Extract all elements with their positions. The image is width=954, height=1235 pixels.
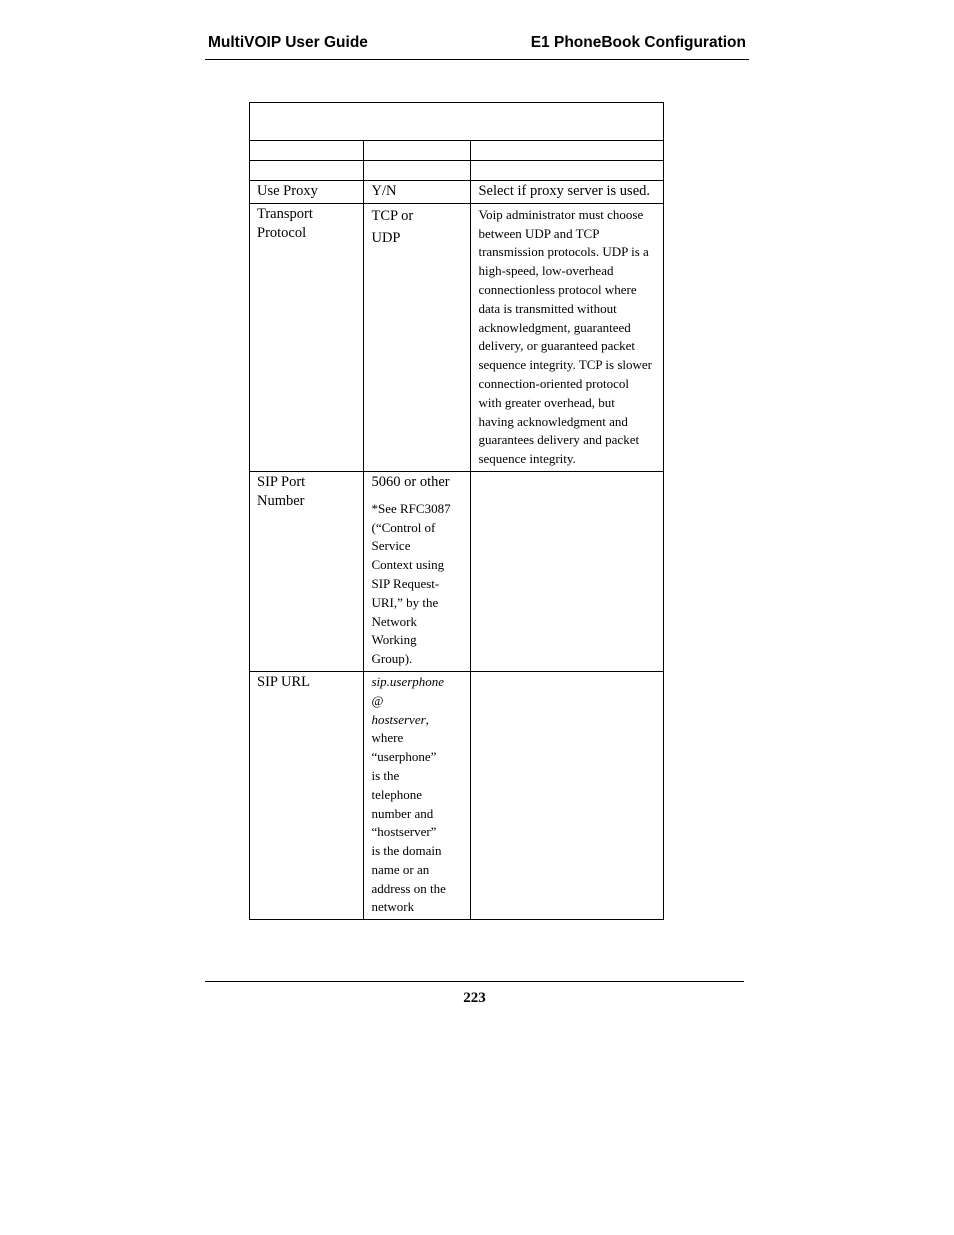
description-line: guarantees delivery and packet <box>478 432 640 448</box>
value-line <box>371 711 463 730</box>
value-note-line: Group). <box>371 651 413 667</box>
value-line <box>371 673 463 692</box>
blank-cell <box>364 161 471 181</box>
field-values <box>364 671 471 919</box>
description-line: with greater overhead, but <box>478 394 615 410</box>
parameter-table <box>249 102 664 920</box>
header-cell-values <box>364 141 471 161</box>
value-line: TCP or <box>371 207 414 224</box>
field-name <box>250 471 364 671</box>
description-line: having acknowledgment and <box>478 413 628 429</box>
field-description <box>471 671 664 919</box>
description-line: data is transmitted without <box>478 300 617 316</box>
value-line: address on the <box>371 880 446 896</box>
field-values: Y/N <box>364 181 471 204</box>
description-line: Voip administrator must choose <box>478 206 644 222</box>
table-row <box>250 471 664 671</box>
description-line: sequence integrity. TCP is slower <box>478 357 653 373</box>
value-line: 5060 or other <box>371 473 450 490</box>
description-line: between UDP and TCP <box>478 225 600 241</box>
table-row <box>250 203 664 471</box>
description-line: transmission protocols. UDP is a <box>478 244 649 260</box>
value-note-line: Network <box>371 613 417 629</box>
field-name <box>250 203 364 471</box>
table-blank-row <box>250 161 664 181</box>
blank-cell <box>250 161 364 181</box>
section-title: E1 PhoneBook Configuration <box>530 34 746 51</box>
field-values <box>364 471 471 671</box>
description-line: high-speed, low-overhead <box>478 263 614 279</box>
table-title-row <box>250 103 664 141</box>
header-cell-description <box>471 141 664 161</box>
value-line: is the <box>371 767 400 783</box>
field-values <box>364 203 471 471</box>
value-line: where <box>371 730 404 746</box>
value-line: “hostserver” <box>371 824 437 840</box>
description-line: acknowledgment, guaranteed <box>478 319 631 335</box>
value-line: is the domain <box>371 843 442 859</box>
page-number: 223 <box>463 990 486 1006</box>
table-row <box>250 181 664 204</box>
field-name: Use Proxy <box>250 181 364 204</box>
header-cell-field <box>250 141 364 161</box>
table-title-cell <box>250 103 664 141</box>
value-note-line: SIP Request- <box>371 575 440 591</box>
value-comma: , <box>425 711 429 727</box>
description-line: sequence integrity. <box>478 451 576 467</box>
value-line: number and <box>371 805 434 821</box>
field-name-line: Transport <box>257 205 313 222</box>
value-note-line: URI,” by the <box>371 594 439 610</box>
value-line: @ <box>371 692 384 708</box>
value-note-line: Context using <box>371 557 445 573</box>
guide-title: MultiVOIP User Guide <box>208 34 368 51</box>
value-note-line: Service <box>371 538 411 554</box>
field-description <box>471 203 664 471</box>
description-line: connectionless protocol where <box>478 281 637 297</box>
value-line: network <box>371 899 415 915</box>
description-line: connection-oriented protocol <box>478 375 629 391</box>
field-name: SIP URL <box>250 671 364 919</box>
value-line: telephone <box>371 786 423 802</box>
description-line: delivery, or guaranteed packet <box>478 338 635 354</box>
field-name-line: SIP Port <box>257 473 306 490</box>
value-line: name or an <box>371 861 430 877</box>
field-description <box>471 471 664 671</box>
field-name-line: Number <box>257 492 305 509</box>
table-header-row <box>250 141 664 161</box>
value-note-line: *See RFC3087 <box>371 500 451 516</box>
value-line: “userphone” <box>371 749 437 765</box>
table-row <box>250 671 664 919</box>
field-description: Select if proxy server is used. <box>471 181 664 204</box>
value-line: UDP <box>371 229 401 246</box>
field-name-line: Protocol <box>257 224 307 241</box>
page-header <box>205 32 749 60</box>
value-italic: sip.userphone <box>371 673 445 689</box>
value-italic: hostserver <box>371 711 426 727</box>
blank-cell <box>471 161 664 181</box>
value-note-line: (“Control of <box>371 519 436 535</box>
value-note-line: Working <box>371 632 417 648</box>
footer-divider <box>205 981 744 982</box>
